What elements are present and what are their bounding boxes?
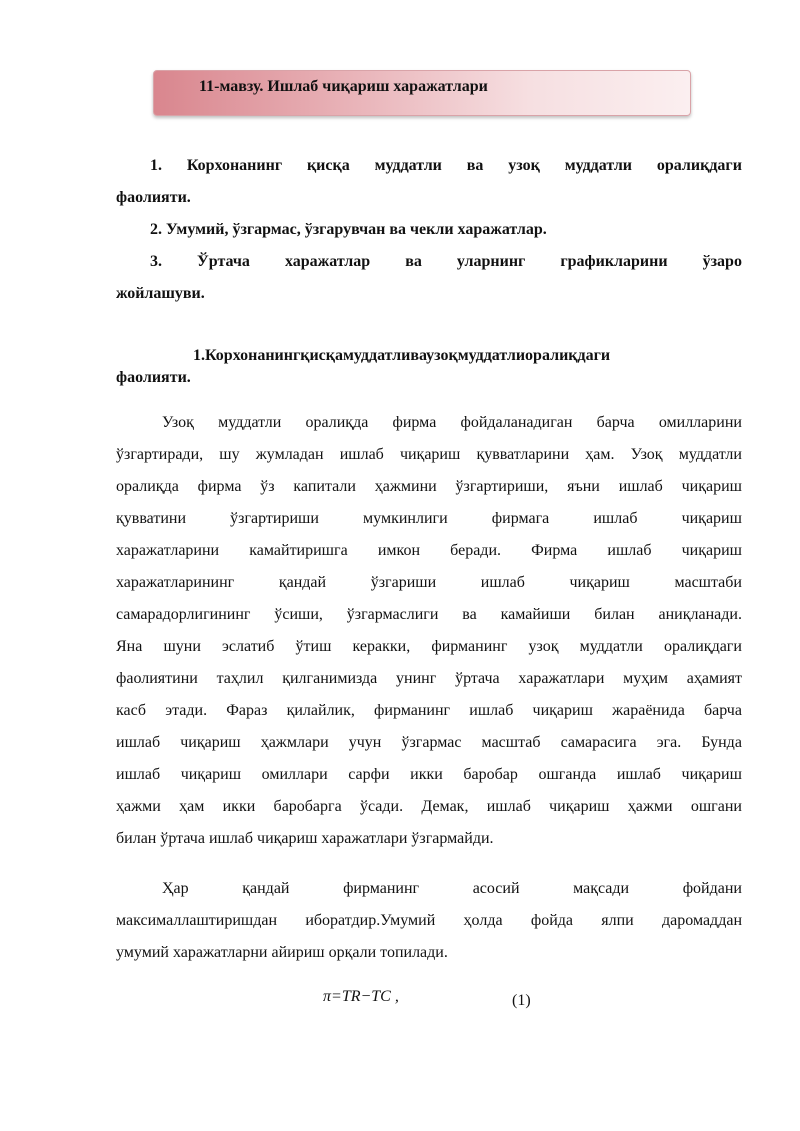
section-heading-word: оралиқдаги (525, 347, 611, 364)
paragraph-word: қандай (278, 574, 327, 591)
paragraph-word: фирма (197, 478, 242, 495)
outline-item-3-word: графикларини (560, 253, 668, 270)
paragraph-word: ўзгариши (370, 574, 437, 591)
paragraph-word: беради. (450, 542, 502, 559)
paragraph-word: муддатли (579, 638, 643, 655)
paragraph-word: аҳамият (686, 670, 742, 687)
paragraph-word: Фараз (226, 702, 268, 719)
paragraph-line (116, 905, 742, 937)
paragraph-word: муддатли (218, 414, 282, 431)
paragraph-word: икки (410, 766, 443, 783)
paragraph-line (116, 759, 742, 791)
paragraph-word: керакки, (352, 638, 411, 655)
paragraph-word: чиқариш (180, 766, 242, 783)
paragraph-word: ва (462, 606, 477, 623)
equation-number: (1) (512, 992, 531, 1009)
paragraph-word: фирманинг (343, 880, 420, 897)
paragraph-word: қандай (242, 880, 290, 897)
paragraph-word: муддатли (678, 446, 742, 463)
section-heading-word: ва (410, 347, 427, 364)
outline-item-1-word: ва (466, 157, 484, 174)
paragraph-word: асосий (472, 880, 520, 897)
paragraph-word: ҳам (179, 798, 205, 815)
paragraph-word: харажатларининг (116, 574, 235, 591)
paragraph-word: ўсади. (359, 798, 404, 815)
paragraph-word: ишлаб (607, 542, 652, 559)
paragraph-line (116, 439, 742, 471)
paragraph-word: фаолиятини (116, 670, 198, 687)
paragraph-text: билан ўртача ишлаб чиқариш харажатлари ўзгармайди. (116, 830, 494, 847)
outline-item-3-word: Ўртача (197, 253, 250, 270)
section-heading-word: муддатли (343, 347, 411, 364)
paragraph-word: оралиқда (305, 414, 369, 431)
paragraph-word: оралиқда (116, 478, 179, 495)
paragraph-line (116, 407, 742, 439)
outline-item-3-word: уларнинг (456, 253, 526, 270)
paragraph-word: баробарга (273, 798, 342, 815)
paragraph-word: чиқариш (399, 446, 461, 463)
paragraph-line (116, 727, 742, 759)
paragraph-long-term (116, 407, 742, 855)
outline-item-1-word: муддатли (564, 157, 633, 174)
section-heading-word: муддатли (457, 347, 526, 364)
paragraph-word: қилганимизда (282, 670, 378, 687)
paragraph-word: мумкинлиги (363, 510, 448, 527)
paragraph-word: шуни (163, 638, 201, 655)
paragraph-word: жумладан (255, 446, 324, 463)
paragraph-word: унинг (396, 670, 437, 687)
profit-formula: π=TR−TC , (323, 988, 399, 1005)
paragraph-word: ҳам. (585, 446, 615, 463)
paragraph-word: фирманинг (374, 702, 451, 719)
outline-item-3 (116, 246, 742, 310)
paragraph-word: билан (594, 606, 635, 623)
paragraph-profit (116, 873, 742, 969)
topic-title: 11-мавзу. Ишлаб чиқариш харажатлари (199, 78, 488, 95)
paragraph-word: ҳажми (627, 798, 673, 815)
paragraph-word: ошгани (690, 798, 742, 815)
paragraph-word: чиқариш (180, 734, 241, 751)
paragraph-line (116, 503, 742, 535)
outline-item-1-line-2: фаолияти. (116, 189, 191, 206)
paragraph-word: харажатларини (116, 542, 220, 559)
outline-item-3-word: ўзаро (702, 253, 742, 270)
paragraph-word: Фирма (531, 542, 578, 559)
paragraph-word: омиллари (261, 766, 328, 783)
paragraph-word: Узоқ (162, 414, 194, 431)
paragraph-word: масштаб (481, 734, 541, 751)
paragraph-word: Бунда (701, 734, 742, 751)
paragraph-word: чиқариш (681, 478, 742, 495)
paragraph-word: эслатиб (222, 638, 275, 655)
paragraph-word: фирмага (491, 510, 550, 527)
paragraph-word: чиқариш (569, 574, 630, 591)
outline-item-2-text: 2. Умумий, ўзгармас, ўзгарувчан ва чекли харажатлар. (150, 221, 547, 238)
outline-item-3-line-2: жойлашуви. (116, 285, 205, 302)
outline-item-1-word: қисқа (306, 157, 350, 174)
paragraph-word: максималлаштиришдан (116, 912, 278, 929)
paragraph-word: омилларини (658, 414, 742, 431)
paragraph-word: капитали (293, 478, 356, 495)
paragraph-word: ишлаб (116, 734, 161, 751)
section-heading-word: 1.Корхонанинг (193, 347, 301, 364)
paragraph-line (116, 535, 742, 567)
paragraph-word: чиқариш (681, 510, 742, 527)
paragraph-word: таҳлил (216, 670, 264, 687)
paragraph-word: ишлаб (116, 766, 161, 783)
paragraph-word: ишлаб (339, 446, 384, 463)
paragraph-line (116, 471, 742, 503)
paragraph-word: ишлаб (616, 766, 661, 783)
paragraph-word: чиқариш (532, 702, 593, 719)
paragraph-word: яъни (567, 478, 600, 495)
outline-item-1-word: 1. (150, 157, 162, 174)
paragraph-word: оралиқдаги (664, 638, 742, 655)
paragraph-word: ишлаб (469, 702, 514, 719)
paragraph-word: Демак, (421, 798, 469, 815)
paragraph-word: сарфи (348, 766, 390, 783)
paragraph-word: даромаддан (662, 912, 742, 929)
paragraph-word: Узоқ (630, 446, 663, 463)
paragraph-word: фойдани (682, 880, 742, 897)
paragraph-word: Ҳар (162, 880, 189, 897)
paragraph-word: фойда (530, 912, 573, 929)
paragraph-word: шу (219, 446, 240, 463)
paragraph-word: ўз (260, 478, 275, 495)
section-heading-word: узоқ (426, 347, 458, 364)
topic-outline (116, 150, 742, 310)
paragraph-word: чиқариш (681, 766, 742, 783)
paragraph-word: барча (703, 702, 742, 719)
paragraph-word: қувватини (116, 510, 187, 527)
paragraph-word: ялпи (601, 912, 634, 929)
paragraph-word: ўтиш (295, 638, 332, 655)
paragraph-text: умумий харажатларни айириш орқали топилади. (116, 944, 448, 961)
paragraph-line (116, 791, 742, 823)
paragraph-word: икки (222, 798, 256, 815)
paragraph-word: ўзгартиради, (116, 446, 204, 463)
outline-item-2 (116, 214, 742, 246)
paragraph-word: ишлаб (480, 574, 525, 591)
paragraph-word: учун (348, 734, 382, 751)
paragraph-word: ўзгартириши, (455, 478, 549, 495)
paragraph-word: ошганда (538, 766, 597, 783)
paragraph-line (116, 567, 742, 599)
paragraph-word: ўртача (455, 670, 500, 687)
paragraph-word: самарадорлигининг (116, 606, 251, 623)
paragraph-line (116, 937, 742, 969)
paragraph-line (116, 873, 742, 905)
paragraph-line (116, 663, 742, 695)
paragraph-word: фойдаланадиган (460, 414, 573, 431)
outline-item-1-line-1 (116, 150, 742, 182)
outline-item-3-word: харажатлар (284, 253, 371, 270)
paragraph-word: барча (596, 414, 635, 431)
outline-item-3-line-1 (116, 246, 742, 278)
paragraph-word: самарасига (560, 734, 637, 751)
outline-item-1 (116, 150, 742, 214)
paragraph-word: чиқариш (549, 798, 610, 815)
paragraph-word: масштаби (674, 574, 742, 591)
outline-item-1-word: Корхонанинг (186, 157, 283, 174)
paragraph-line (116, 695, 742, 727)
outline-item-1-word: узоқ (508, 157, 540, 174)
paragraph-word: чиқариш (681, 542, 742, 559)
paragraph-word: ҳажмлари (260, 734, 329, 751)
paragraph-word: муҳим (623, 670, 668, 687)
paragraph-word: аниқланади. (658, 606, 742, 623)
paragraph-word: ҳажми (116, 798, 161, 815)
paragraph-word: ўсиши, (274, 606, 323, 623)
paragraph-word: камайиши (500, 606, 571, 623)
paragraph-word: камайтиришга (249, 542, 348, 559)
paragraph-line (116, 599, 742, 631)
paragraph-word: фирманинг (431, 638, 508, 655)
section-heading-line-2: фаолияти. (116, 369, 191, 386)
outline-item-1-word: оралиқдаги (656, 157, 742, 174)
paragraph-word: узоқ (528, 638, 559, 655)
section-heading (116, 345, 742, 389)
paragraph-word: ўзгармас (401, 734, 462, 751)
paragraph-word: жараёнида (612, 702, 685, 719)
outline-item-1-word: муддатли (374, 157, 442, 174)
paragraph-word: имкон (377, 542, 421, 559)
outline-item-3-word: 3. (150, 253, 162, 270)
paragraph-word: ишлаб (486, 798, 531, 815)
paragraph-word: қувватларини (476, 446, 570, 463)
paragraph-word: иборатдир.Умумий (305, 912, 436, 929)
paragraph-word: эга. (656, 734, 682, 751)
paragraph-word: мақсади (573, 880, 630, 897)
paragraph-word: Яна (116, 638, 143, 655)
paragraph-word: ўзгартириши (230, 510, 319, 527)
paragraph-word: ўзгармаслиги (346, 606, 439, 623)
paragraph-word: ишлаб (593, 510, 638, 527)
paragraph-word: харажатлари (518, 670, 605, 687)
paragraph-word: ҳолда (463, 912, 503, 929)
outline-item-3-word: ва (405, 253, 422, 270)
paragraph-word: фирма (392, 414, 437, 431)
topic-title-banner (153, 70, 691, 116)
paragraph-word: ҳажмини (374, 478, 437, 495)
section-heading-word: қисқа (300, 347, 343, 364)
paragraph-line (116, 631, 742, 663)
paragraph-word: ишлаб (618, 478, 663, 495)
paragraph-word: баробар (463, 766, 518, 783)
paragraph-word: касб (116, 702, 147, 719)
paragraph-line (116, 823, 742, 855)
section-heading-line-1 (116, 345, 742, 367)
paragraph-word: қилайлик, (286, 702, 355, 719)
paragraph-word: этади. (165, 702, 208, 719)
